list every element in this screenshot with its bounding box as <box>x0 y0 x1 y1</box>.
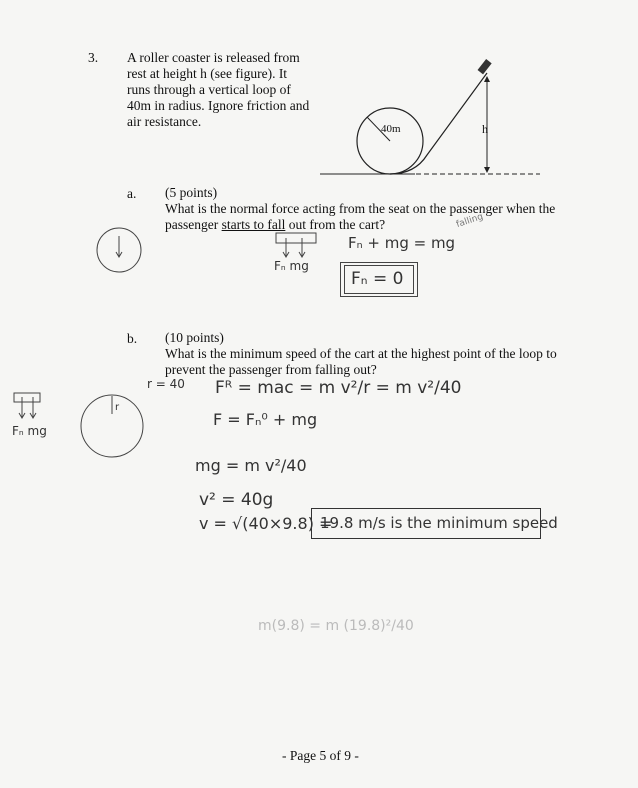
part-b-points: (10 points) <box>165 330 224 345</box>
part-b-question-line-2: prevent the passenger from falling out? <box>165 362 377 377</box>
part-b-equation-3: mg = m v²/40 <box>195 456 307 475</box>
part-a-question-line-1: What is the normal force acting from the seat on the passenger when the <box>165 201 556 216</box>
part-a-answer-box <box>340 262 418 297</box>
radius-label: 40m <box>381 123 401 135</box>
part-a-question-line-2 <box>165 217 385 233</box>
part-a-q2-underlined: starts to fall <box>221 217 286 232</box>
problem-line-4: 40m in radius. Ignore friction and <box>127 98 310 113</box>
part-a-circle-sketch <box>90 222 150 282</box>
height-label: h <box>482 122 488 136</box>
part-a-q2-prefix: passenger <box>165 217 222 232</box>
problem-line-5: air resistance. <box>127 114 202 129</box>
page-number: - Page 5 of 9 - <box>282 748 359 763</box>
part-a-force-labels: Fₙ mg <box>274 259 309 273</box>
part-b-loop-sketch <box>78 392 148 462</box>
problem-line-3: runs through a vertical loop of <box>127 82 291 97</box>
problem-line-2: rest at height h (see figure). It <box>127 66 288 81</box>
part-b-faint-work: m(9.8) = m (19.8)²/40 <box>258 618 414 634</box>
part-b-question-line-1: What is the minimum speed of the cart at the highest point of the loop to <box>165 346 557 361</box>
part-b-answer-box <box>311 508 558 539</box>
part-a-q2-suffix: out from the cart? <box>285 217 386 232</box>
part-a-label: a. <box>127 186 137 201</box>
part-b-equation-5: v = √(40×9.8) = <box>199 514 333 533</box>
part-b-radius-note: r = 40 <box>147 377 185 391</box>
problem-line-1: A roller coaster is released from <box>127 50 300 65</box>
part-a-equation: Fₙ + mg = mg <box>348 234 456 252</box>
part-b-force-labels: Fₙ mg <box>12 424 47 438</box>
loop-diagram <box>315 55 545 180</box>
roller-coaster-figure <box>315 55 545 180</box>
part-a-points: (5 points) <box>165 185 218 200</box>
part-a-falling-note: falling <box>455 211 485 231</box>
part-b-equation-2: F = Fₙ⁰ + mg <box>213 410 318 429</box>
part-b-equation-1: Fᴿ = maᴄ = m v²/r = m v²/40 <box>215 378 462 398</box>
part-b-label: b. <box>127 331 138 346</box>
part-a-answer: Fₙ = 0 <box>351 269 404 289</box>
part-b-r-label: r <box>115 402 120 413</box>
part-b-answer: 19.8 m/s is the minimum speed <box>320 514 558 532</box>
problem-number: 3. <box>88 50 99 65</box>
part-b-equation-4: v² = 40g <box>199 490 274 510</box>
